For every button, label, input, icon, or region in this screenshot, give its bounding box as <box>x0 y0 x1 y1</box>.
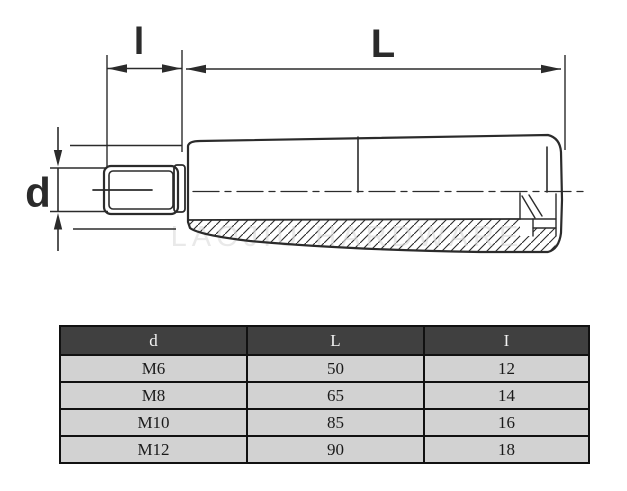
cell-L: 85 <box>247 409 424 436</box>
table-header-L: L <box>247 326 424 355</box>
cell-L: 65 <box>247 382 424 409</box>
cell-d: M6 <box>60 355 247 382</box>
table-header-d: d <box>60 326 247 355</box>
table-row <box>60 409 589 436</box>
cell-I: 12 <box>424 355 589 382</box>
table-header-row <box>60 326 589 355</box>
bore-hatching <box>533 228 556 236</box>
arrowhead-up-icon <box>54 213 62 230</box>
cell-L: 90 <box>247 436 424 463</box>
arrowhead-left-icon <box>108 64 128 72</box>
table-header-I: I <box>424 326 589 355</box>
cell-I: 18 <box>424 436 589 463</box>
table-row <box>60 355 589 382</box>
threaded-stud <box>93 166 178 214</box>
dimension-label-l: l <box>133 21 145 63</box>
table-row <box>60 382 589 409</box>
handle-body <box>93 135 583 253</box>
dimension-label-d: d <box>25 169 51 216</box>
arrowhead-right-icon <box>541 65 561 73</box>
arrowhead-right-icon <box>162 64 182 72</box>
cell-d: M12 <box>60 436 247 463</box>
collar <box>174 165 185 212</box>
cell-I: 14 <box>424 382 589 409</box>
watermark-text: LAOJIU HARDWARE <box>170 221 524 253</box>
cell-I: 16 <box>424 409 589 436</box>
section-top-line <box>188 219 520 220</box>
spec-table <box>59 325 590 464</box>
table-row <box>60 436 589 463</box>
arrowhead-down-icon <box>54 150 62 167</box>
arrowhead-left-icon <box>186 65 206 73</box>
cell-d: M8 <box>60 382 247 409</box>
dimension-overall-length <box>186 22 565 150</box>
cell-L: 50 <box>247 355 424 382</box>
cell-d: M10 <box>60 409 247 436</box>
dimension-label-L: L <box>370 22 396 66</box>
